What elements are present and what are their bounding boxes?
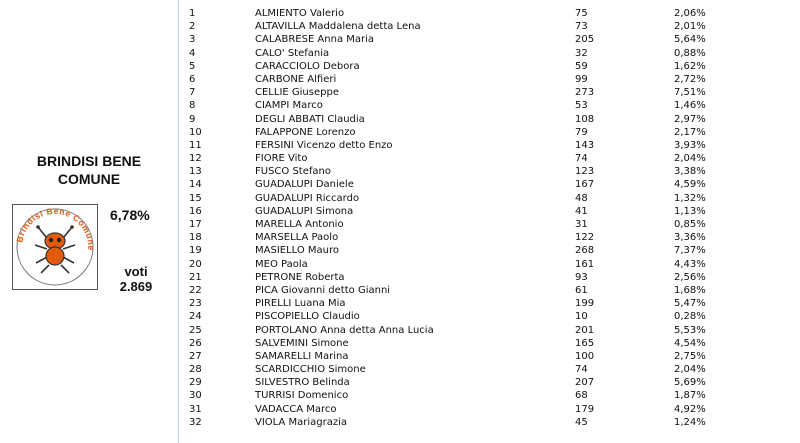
candidate-votes: 10 bbox=[575, 311, 588, 323]
candidate-percentage: 2,97% bbox=[674, 113, 706, 125]
candidate-votes: 123 bbox=[575, 166, 595, 178]
table-row bbox=[180, 271, 800, 284]
candidate-percentage: 5,47% bbox=[674, 298, 706, 310]
candidate-number: 3 bbox=[189, 34, 196, 46]
table-row bbox=[180, 258, 800, 271]
candidate-number: 14 bbox=[189, 179, 202, 191]
candidate-name: DEGLI ABBATI Claudia bbox=[255, 113, 365, 125]
candidate-votes: 108 bbox=[575, 113, 595, 125]
candidate-name: FALAPPONE Lorenzo bbox=[255, 126, 356, 138]
candidate-name: MASIELLO Mauro bbox=[255, 245, 340, 257]
candidate-percentage: 2,04% bbox=[674, 153, 706, 165]
candidate-votes: 41 bbox=[575, 205, 588, 217]
candidate-number: 31 bbox=[189, 403, 202, 415]
table-row bbox=[180, 363, 800, 376]
candidate-name: FERSINI Vicenzo detto Enzo bbox=[255, 139, 393, 151]
table-row bbox=[180, 20, 800, 33]
candidate-number: 9 bbox=[189, 113, 196, 125]
candidate-name: PIRELLI Luana Mia bbox=[255, 298, 346, 310]
candidate-votes: 74 bbox=[575, 364, 588, 376]
table-row bbox=[180, 33, 800, 46]
candidate-number: 11 bbox=[189, 139, 202, 151]
candidate-name: CARBONE Alfieri bbox=[255, 73, 337, 85]
table-row bbox=[180, 73, 800, 86]
candidate-votes: 31 bbox=[575, 219, 588, 230]
table-row bbox=[180, 192, 800, 205]
candidate-percentage: 3,38% bbox=[674, 166, 706, 178]
candidate-number: 16 bbox=[189, 205, 202, 217]
candidate-votes: 268 bbox=[575, 245, 595, 257]
candidate-name: MEO Paola bbox=[255, 258, 308, 270]
candidate-votes: 122 bbox=[575, 232, 595, 244]
candidate-percentage: 2,75% bbox=[674, 350, 706, 362]
candidate-percentage: 0,88% bbox=[674, 47, 706, 59]
candidate-name: VIOLA Mariagrazia bbox=[255, 416, 347, 428]
candidate-percentage: 3,93% bbox=[674, 139, 706, 151]
table-row bbox=[180, 152, 800, 165]
candidate-votes: 48 bbox=[575, 192, 588, 204]
party-name bbox=[0, 152, 178, 188]
table-row bbox=[180, 86, 800, 99]
candidate-number: 19 bbox=[189, 245, 202, 257]
candidate-number: 26 bbox=[189, 337, 202, 349]
candidate-percentage: 1,87% bbox=[674, 390, 706, 402]
candidate-votes: 167 bbox=[575, 179, 595, 191]
candidate-table bbox=[180, 7, 800, 429]
candidate-percentage: 4,92% bbox=[674, 403, 706, 415]
candidate-number: 4 bbox=[189, 47, 196, 59]
votes-value: 2.869 bbox=[119, 279, 153, 294]
table-row bbox=[180, 113, 800, 126]
candidate-name: GUADALUPI Simona bbox=[255, 205, 354, 217]
candidate-percentage: 2,72% bbox=[674, 73, 706, 85]
candidate-name: MARELLA Antonio bbox=[255, 219, 344, 230]
candidate-percentage: 1,24% bbox=[674, 416, 706, 428]
ant-logo-icon bbox=[13, 205, 97, 289]
candidate-name: FIORE Vito bbox=[255, 153, 308, 165]
candidate-number: 32 bbox=[189, 416, 202, 428]
candidate-votes: 68 bbox=[575, 390, 588, 402]
candidate-name: SAMARELLI Marina bbox=[255, 350, 349, 362]
candidate-number: 8 bbox=[189, 100, 196, 112]
table-row bbox=[180, 310, 800, 323]
candidate-percentage: 0,28% bbox=[674, 311, 706, 323]
candidate-votes: 205 bbox=[575, 34, 595, 46]
candidate-votes: 207 bbox=[575, 377, 595, 389]
candidate-name: CIAMPI Marco bbox=[255, 100, 323, 112]
table-row bbox=[180, 231, 800, 244]
table-row bbox=[180, 403, 800, 416]
table-row bbox=[180, 416, 800, 429]
party-logo bbox=[12, 204, 98, 290]
candidate-votes: 53 bbox=[575, 100, 588, 112]
candidate-number: 15 bbox=[189, 192, 202, 204]
candidate-percentage: 2,01% bbox=[674, 21, 706, 33]
candidate-votes: 45 bbox=[575, 416, 588, 428]
candidate-name: PICA Giovanni detto Gianni bbox=[255, 284, 391, 296]
candidate-number: 24 bbox=[189, 311, 202, 323]
candidate-number: 20 bbox=[189, 258, 202, 270]
candidate-number: 17 bbox=[189, 219, 202, 230]
candidate-votes: 99 bbox=[575, 73, 588, 85]
candidate-percentage: 4,54% bbox=[674, 337, 706, 349]
candidate-number: 12 bbox=[189, 153, 202, 165]
candidate-name: CALABRESE Anna Maria bbox=[255, 34, 375, 46]
candidate-percentage: 0,85% bbox=[674, 219, 706, 230]
candidate-percentage: 4,59% bbox=[674, 179, 706, 191]
candidate-percentage: 2,04% bbox=[674, 364, 706, 376]
candidate-name: TURRISI Domenico bbox=[255, 390, 349, 402]
candidate-name: CARACCIOLO Debora bbox=[255, 60, 360, 72]
table-row bbox=[180, 337, 800, 350]
table-row bbox=[180, 244, 800, 257]
candidate-number: 21 bbox=[189, 271, 202, 283]
table-row bbox=[180, 7, 800, 20]
candidate-percentage: 2,17% bbox=[674, 126, 706, 138]
table-row bbox=[180, 165, 800, 178]
table-row bbox=[180, 205, 800, 218]
candidate-name: CELLIE Giuseppe bbox=[255, 87, 339, 99]
candidate-name: SILVESTRO Belinda bbox=[255, 377, 350, 389]
candidate-votes: 100 bbox=[575, 350, 595, 362]
candidate-number: 6 bbox=[189, 73, 196, 85]
table-row bbox=[180, 376, 800, 389]
candidate-number: 28 bbox=[189, 364, 202, 376]
party-name-line2: COMUNE bbox=[57, 171, 121, 187]
candidate-number: 27 bbox=[189, 350, 202, 362]
candidate-votes: 143 bbox=[575, 139, 595, 151]
candidate-votes: 93 bbox=[575, 271, 588, 283]
table-row bbox=[180, 60, 800, 73]
table-row bbox=[180, 389, 800, 402]
candidate-name: FUSCO Stefano bbox=[255, 166, 331, 178]
candidate-percentage: 1,32% bbox=[674, 192, 706, 204]
candidate-percentage: 7,37% bbox=[674, 245, 706, 257]
candidate-number: 13 bbox=[189, 166, 202, 178]
candidate-name: SCARDICCHIO Simone bbox=[255, 364, 366, 376]
candidate-name: GUADALUPI Daniele bbox=[255, 179, 354, 191]
candidate-percentage: 2,56% bbox=[674, 271, 706, 283]
candidate-name: PETRONE Roberta bbox=[255, 271, 345, 283]
candidate-percentage: 5,69% bbox=[674, 377, 706, 389]
candidate-name: PORTOLANO Anna detta Anna Lucia bbox=[255, 324, 434, 336]
candidate-votes: 161 bbox=[575, 258, 595, 270]
table-row bbox=[180, 99, 800, 112]
candidate-name: ALTAVILLA Maddalena detta Lena bbox=[255, 21, 421, 33]
party-summary-panel bbox=[0, 0, 179, 443]
table-row bbox=[180, 139, 800, 152]
candidate-number: 10 bbox=[189, 126, 202, 138]
candidate-number: 29 bbox=[189, 377, 202, 389]
candidate-votes: 179 bbox=[575, 403, 595, 415]
candidate-name: SALVEMINI Simone bbox=[255, 337, 349, 349]
candidate-votes: 61 bbox=[575, 284, 588, 296]
table-row bbox=[180, 126, 800, 139]
party-percentage: 6,78% bbox=[110, 207, 150, 223]
party-votes bbox=[112, 264, 160, 294]
candidate-name: GUADALUPI Riccardo bbox=[255, 192, 360, 204]
candidate-name: PISCOPIELLO Claudio bbox=[255, 311, 360, 323]
candidate-votes: 201 bbox=[575, 324, 595, 336]
candidate-percentage: 1,46% bbox=[674, 100, 706, 112]
candidate-number: 5 bbox=[189, 60, 196, 72]
table-row bbox=[180, 284, 800, 297]
candidate-number: 18 bbox=[189, 232, 202, 244]
candidate-name: CALO' Stefania bbox=[255, 47, 330, 59]
table-row bbox=[180, 350, 800, 363]
table-row bbox=[180, 324, 800, 337]
candidate-number: 22 bbox=[189, 284, 202, 296]
table-row bbox=[180, 218, 800, 231]
candidate-percentage: 5,53% bbox=[674, 324, 706, 336]
candidate-number: 7 bbox=[189, 87, 196, 99]
candidate-votes: 79 bbox=[575, 126, 588, 138]
candidate-percentage: 1,13% bbox=[674, 205, 706, 217]
candidate-number: 2 bbox=[189, 21, 196, 33]
candidate-percentage: 4,43% bbox=[674, 258, 706, 270]
candidate-percentage: 1,62% bbox=[674, 60, 706, 72]
candidate-percentage: 2,06% bbox=[674, 8, 706, 19]
logo-text: Brindisi Bene Comune bbox=[14, 205, 97, 252]
candidate-name: MARSELLA Paolo bbox=[255, 232, 339, 244]
candidate-percentage: 1,68% bbox=[674, 284, 706, 296]
candidate-votes: 199 bbox=[575, 298, 595, 310]
candidate-name: VADACCA Marco bbox=[255, 403, 337, 415]
party-name-line1: BRINDISI BENE bbox=[36, 153, 142, 169]
candidate-name: ALMIENTO Valerio bbox=[255, 8, 345, 19]
candidate-votes: 74 bbox=[575, 153, 588, 165]
candidate-votes: 73 bbox=[575, 21, 588, 33]
candidate-votes: 165 bbox=[575, 337, 595, 349]
votes-label: voti bbox=[124, 264, 148, 279]
candidate-votes: 75 bbox=[575, 8, 588, 19]
candidate-percentage: 5,64% bbox=[674, 34, 706, 46]
candidate-percentage: 7,51% bbox=[674, 87, 706, 99]
table-row bbox=[180, 178, 800, 191]
candidate-number: 25 bbox=[189, 324, 202, 336]
candidate-number: 30 bbox=[189, 390, 202, 402]
table-row bbox=[180, 47, 800, 60]
candidate-number: 23 bbox=[189, 298, 202, 310]
candidate-number: 1 bbox=[189, 8, 196, 19]
candidate-votes: 273 bbox=[575, 87, 595, 99]
table-row bbox=[180, 297, 800, 310]
candidate-percentage: 3,36% bbox=[674, 232, 706, 244]
candidate-votes: 59 bbox=[575, 60, 588, 72]
candidate-votes: 32 bbox=[575, 47, 588, 59]
